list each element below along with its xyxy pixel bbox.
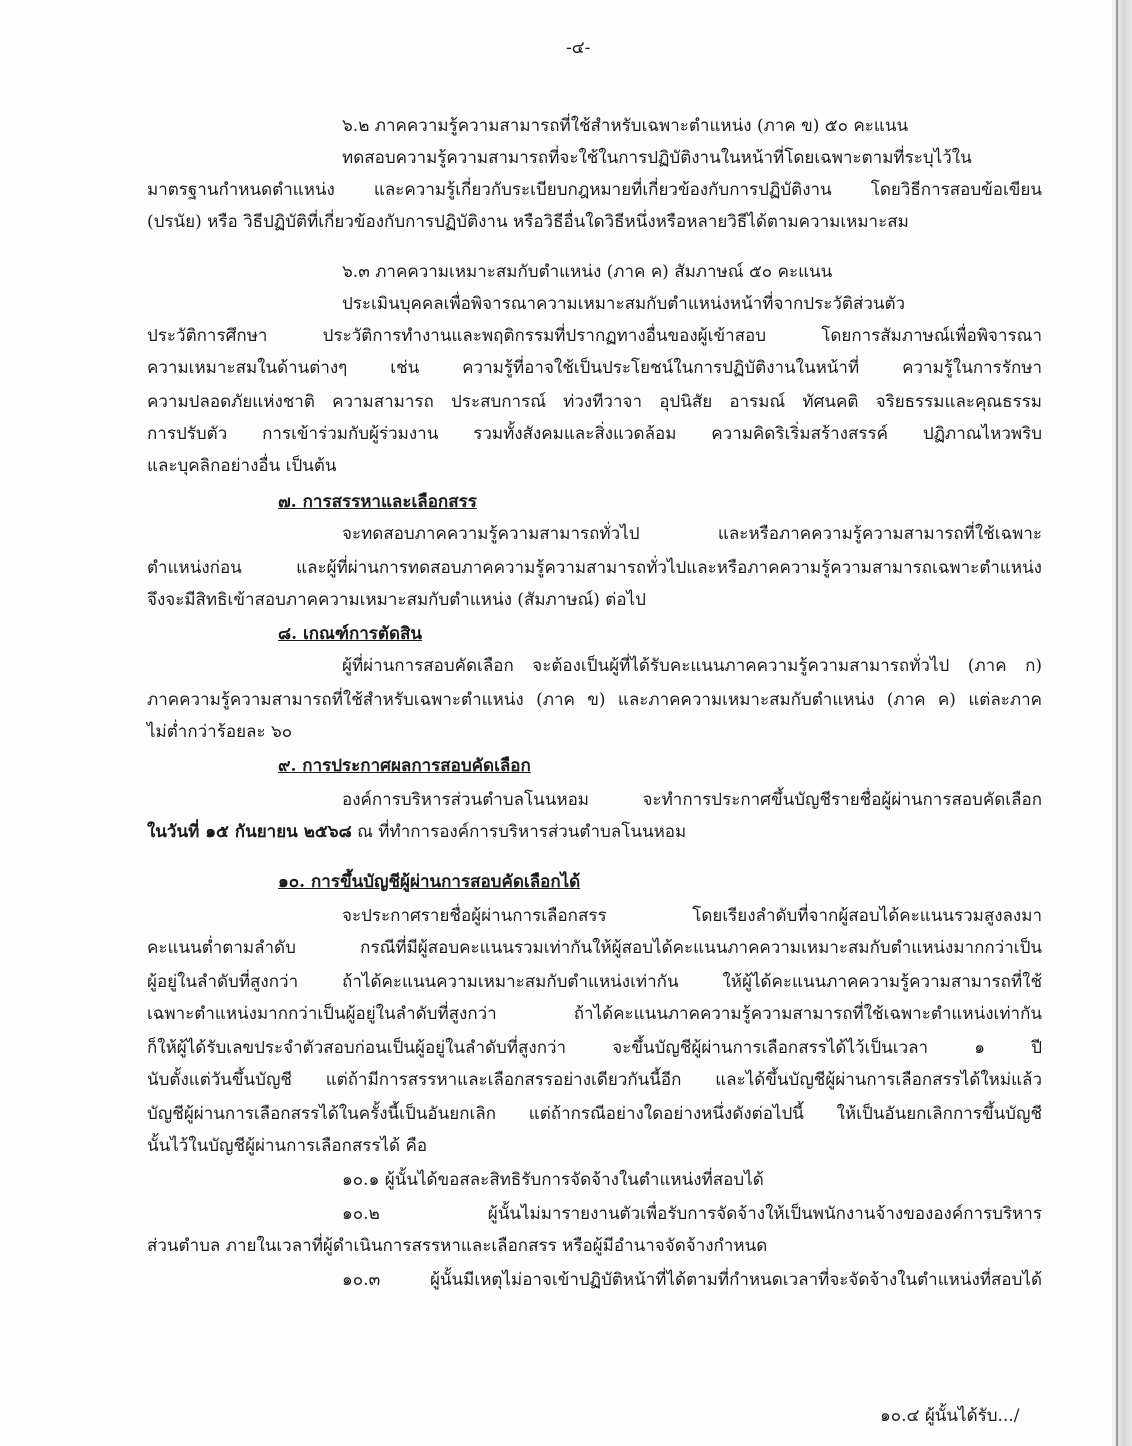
section-10-line: นั้นไว้ในบัญชีผู้ผ่านการเลือกสรรได้ คือ — [147, 1136, 428, 1156]
continuation-note: ๑๐.๔ ผู้นั้นได้รับ.../ — [880, 1406, 1020, 1426]
section-7-line: จึงจะมีสิทธิเข้าสอบภาคความเหมาะสมกับตำแหน่ง (สัมภาษณ์) ต่อไป — [147, 590, 646, 610]
section-8-line — [342, 654, 1042, 678]
section-10-item-2-cont: ส่วนตำบล ภายในเวลาที่ผู้ดำเนินการสรรหาและเลือกสรร หรือผู้มีอำนาจจัดจ้างกำหนด — [147, 1236, 768, 1256]
section-10-line — [147, 1068, 1042, 1092]
text-line: ภาคความรู้ความสามารถที่ใช้สำหรับเฉพาะตำแหน่ง (ภาค ข) และภาคความเหมาะสมกับตำแหน่ง (ภาค ค) แต่ละภาค — [147, 690, 1042, 710]
text-line: จะทดสอบภาคความรู้ความสามารถทั่วไป และหรือภาคความรู้ความสามารถที่ใช้เฉพาะ — [342, 524, 1042, 544]
section-6-2-line: (ปรนัย) หรือ วิธีปฏิบัติที่เกี่ยวข้องกับการปฏิบัติงาน หรือวิธีอื่นใดวิธีหนึ่งหรือหลายวิธีได้ตามความเหมาะสม — [147, 212, 909, 232]
section-9-heading: ๙. การประกาศผลการสอบคัดเลือก — [278, 756, 531, 776]
text-line: ตำแหน่งก่อน และผู้ที่ผ่านการทดสอบภาคความรู้ความสามารถทั่วไปและหรือภาคความรู้ความสามารถเฉพาะตำแหน่ง — [147, 558, 1042, 578]
page-number: -๔- — [566, 38, 591, 58]
section-10-item-2 — [342, 1202, 1042, 1226]
text-line: ทดสอบความรู้ความสามารถที่จะใช้ในการปฏิบัติงานในหน้าที่โดยเฉพาะตามที่ระบุไว้ใน — [342, 148, 972, 168]
section-6-3-line — [147, 356, 1042, 380]
section-10-item-3 — [342, 1268, 1042, 1292]
text-line: มาตรฐานกำหนดตำแหน่ง และความรู้เกี่ยวกับระเบียบกฎหมายที่เกี่ยวข้องกับการปฏิบัติงาน โดยวิธีการสอบข้อเขียน — [147, 180, 1042, 200]
text-line: จะประกาศรายชื่อผู้ผ่านการเลือกสรร โดยเรียงลำดับที่จากผู้สอบได้คะแนนรวมสูงลงมา — [342, 906, 1042, 926]
text-line: ประวัติการศึกษา ประวัติการทำงานและพฤติกรรมที่ปรากฏทางอื่นของผู้เข้าสอบ โดยการสัมภาษณ์เพื่อพิจารณา — [147, 326, 1042, 346]
section-6-2-heading: ๖.๒ ภาคความรู้ความสามารถที่ใช้สำหรับเฉพาะตำแหน่ง (ภาค ข) ๕๐ คะแนน — [342, 116, 909, 136]
section-6-3-line — [147, 324, 1042, 348]
section-6-2-line — [342, 146, 1042, 170]
text-line: ผู้ที่ผ่านการสอบคัดเลือก จะต้องเป็นผู้ที่ได้รับคะแนนภาคความรู้ความสามารถทั่วไป (ภาค ก) — [342, 656, 1042, 676]
section-6-3-line — [147, 390, 1042, 414]
text-line: ประเมินบุคคลเพื่อพิจารณาความเหมาะสมกับตำแหน่งหน้าที่จากประวัติส่วนตัว — [342, 294, 906, 314]
text-line: ๑๐.๒ ผู้นั้นไม่มารายงานตัวเพื่อรับการจัดจ้างให้เป็นพนักงานจ้างขององค์การบริหาร — [342, 1204, 1042, 1224]
section-10-line — [147, 1102, 1042, 1126]
section-6-3-heading: ๖.๓ ภาคความเหมาะสมกับตำแหน่ง (ภาค ค) สัมภาษณ์ ๕๐ คะแนน — [342, 262, 833, 282]
text-line: การปรับตัว การเข้าร่วมกับผู้ร่วมงาน รวมทั้งสังคมและสิ่งแวดล้อม ความคิดริเริ่มสร้างสรรค์ ปฏิภาณไหวพริบ — [147, 424, 1042, 444]
text-line: คะแนนต่ำตามลำดับ กรณีที่มีผู้สอบคะแนนรวมเท่ากันให้ผู้สอบได้คะแนนภาคความเหมาะสมกับตำแหน่งมากกว่าเป็น — [147, 938, 1042, 958]
section-10-line — [147, 970, 1042, 994]
section-10-line — [147, 1002, 1042, 1026]
section-10-item-1: ๑๐.๑ ผู้นั้นได้ขอสละสิทธิรับการจัดจ้างในตำแหน่งที่สอบได้ — [342, 1170, 764, 1190]
scan-edge-line — [1116, 0, 1118, 1446]
text-line: ผู้อยู่ในลำดับที่สูงกว่า ถ้าได้คะแนนความเหมาะสมกับตำแหน่งเท่ากัน ให้ผู้ได้คะแนนภาคความรู้ความสามารถที่ใช้ — [147, 972, 1042, 992]
section-8-heading: ๘. เกณฑ์การตัดสิน — [278, 624, 422, 644]
announcement-place: ณ ที่ทำการองค์การบริหารส่วนตำบลโนนหอม — [351, 822, 687, 842]
section-7-line — [147, 556, 1042, 580]
section-9-line — [342, 788, 1042, 812]
section-9-date-line — [147, 820, 686, 844]
section-6-3-line — [342, 292, 1042, 316]
text-line: ก็ให้ผู้ได้รับเลขประจำตัวสอบก่อนเป็นผู้อยู่ในลำดับที่สูงกว่า จะขึ้นบัญชีผู้ผ่านการเลือกสรรได้ไว้เป็นเวลา ๑ ปี — [147, 1038, 1042, 1058]
section-10-line — [147, 1036, 1042, 1060]
text-line: นับตั้งแต่วันขึ้นบัญชี แต่ถ้ามีการสรรหาและเลือกสรรอย่างเดียวกันนี้อีก และได้ขึ้นบัญชีผู้ผ่านการเลือกสรรได้ใหม่แล้ว — [147, 1070, 1042, 1090]
section-6-3-line: และบุคลิกอย่างอื่น เป็นต้น — [147, 456, 337, 476]
section-6-3-line — [147, 422, 1042, 446]
section-6-2-line — [147, 178, 1042, 202]
text-line: ความเหมาะสมในด้านต่างๆ เช่น ความรู้ที่อาจใช้เป็นประโยชน์ในการปฏิบัติงานในหน้าที่ ความรู้ในการรักษา — [147, 358, 1042, 378]
text-line: ๑๐.๓ ผู้นั้นมีเหตุไม่อาจเข้าปฏิบัติหน้าที่ได้ตามที่กำหนดเวลาที่จะจัดจ้างในตำแหน่งที่สอบได้ — [342, 1270, 1042, 1290]
section-7-heading: ๗. การสรรหาและเลือกสรร — [278, 492, 477, 512]
text-line: ความปลอดภัยแห่งชาติ ความสามารถ ประสบการณ์ ท่วงทีวาจา อุปนิสัย อารมณ์ ทัศนคติ จริยธรรมและคุณธรรม — [147, 392, 1042, 412]
text-line: เฉพาะตำแหน่งมากกว่าเป็นผู้อยู่ในลำดับที่สูงกว่า ถ้าได้คะแนนภาคความรู้ความสามารถที่ใช้เฉพาะตำแหน่งเท่ากัน — [147, 1004, 1042, 1024]
section-10-line — [147, 936, 1042, 960]
scan-edge — [1112, 0, 1132, 1446]
announcement-date: ในวันที่ ๑๕ กันยายน ๒๕๖๘ — [147, 822, 352, 842]
section-10-line — [342, 904, 1042, 928]
text-line: บัญชีผู้ผ่านการเลือกสรรได้ในครั้งนี้เป็นอันยกเลิก แต่ถ้ากรณีอย่างใดอย่างหนึ่งดังต่อไปนี้ ให้เป็นอันยกเลิกการขึ้นบัญชี — [147, 1104, 1042, 1124]
section-8-line — [147, 688, 1042, 712]
section-8-line: ไม่ต่ำกว่าร้อยละ ๖๐ — [147, 722, 293, 742]
section-10-heading: ๑๐. การขึ้นบัญชีผู้ผ่านการสอบคัดเลือกได้ — [278, 872, 581, 892]
section-7-line — [342, 522, 1042, 546]
text-line: องค์การบริหารส่วนตำบลโนนหอม จะทำการประกาศขึ้นบัญชีรายชื่อผู้ผ่านการสอบคัดเลือก — [342, 790, 1042, 810]
